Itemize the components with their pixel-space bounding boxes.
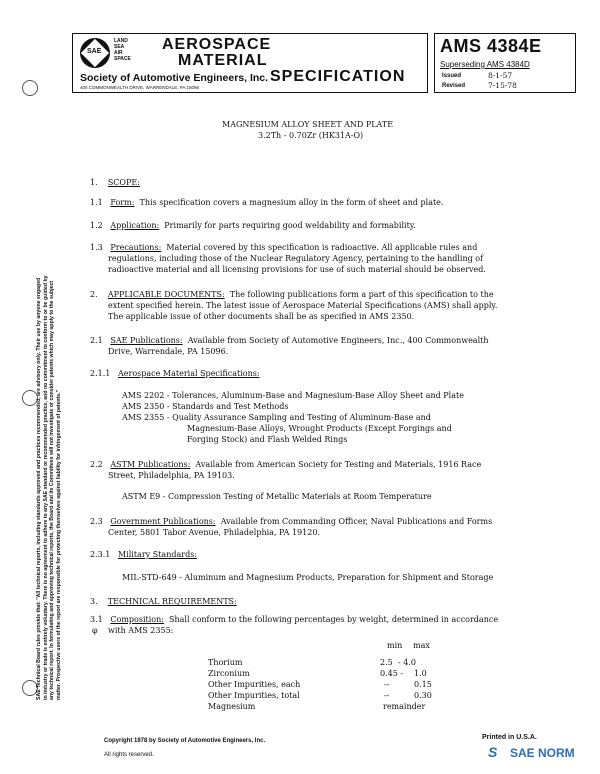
copyright: Copyright 1978 by Society of Automotive Engineers, Inc. [104, 738, 266, 744]
astm-item: ASTM E9 - Compression Testing of Metallic Materials at Room Temperature [122, 492, 432, 501]
side-notice-line: SAE Technical Board rules provide that: "All technical reports, including standards approved and practices recommended, are advisory only. Their use by anyone engaged [36, 277, 42, 700]
doc-subtitle: 3.2Th - 0.70Zr (HK31A-O) [258, 131, 364, 140]
watermark: SAE NORM [510, 746, 575, 760]
table-row: Other Impurities, each [208, 680, 301, 689]
society-name: Society of Automotive Engineers, Inc. [80, 72, 269, 84]
sae-logo-icon [80, 38, 110, 68]
ams-list-item: AMS 2355 - Quality Assurance Sampling and Testing of Aluminum-Base and [122, 413, 431, 422]
rights-reserved: All rights reserved. [104, 752, 154, 758]
side-notice-line: matter. Prospective users of the report are responsible for protecting themselves against liability for infringement of patents." [55, 389, 62, 700]
revision-mark: φ [92, 626, 98, 635]
table-row: Magnesium [208, 702, 256, 711]
table-cell: 1.0 [414, 669, 427, 678]
section-1: 1. SCOPE: [90, 178, 140, 187]
section-1-3: 1.3 Precautions: Material covered by this specification is radioactive. All applicable rules and [90, 243, 478, 252]
ams-list-item: AMS 2202 - Tolerances, Aluminum-Base and Magnesium-Base Alloy Sheet and Plate [122, 391, 464, 400]
section-1-3-line: radioactive material and all licensing provisions for use of such material should be observed. [108, 265, 486, 274]
section-2-1: 2.1 SAE Publications: Available from Society of Automotive Engineers, Inc., 400 Commonwealth [90, 336, 489, 345]
side-notice-line: in industry or trade is entirely voluntary. There is no agreement to adhere to any SAE standard or recommended practice, and no commitment to conform to or be guided by [42, 275, 49, 700]
ams-list-item: AMS 2350 - Standards and Test Methods [122, 402, 289, 411]
title-material: MATERIAL [178, 52, 268, 69]
section-3-1: 3.1 Composition: Shall conform to the following percentages by weight, determined in accordance [90, 615, 499, 624]
col-min-header: min [387, 641, 403, 650]
section-2-3-1: 2.3.1 Military Standards: [90, 550, 197, 559]
punch-hole-top [22, 80, 38, 96]
ams-list-item: Magnesium-Base Alloys, Wrought Products (Except Forgings and [187, 424, 452, 433]
section-2-3: 2.3 Government Publications: Available from Commanding Officer, Naval Publications and Forms [90, 517, 493, 526]
section-2-line: The applicable issue of other documents shall be as specified in AMS 2350. [108, 312, 415, 321]
table-row: Other Impurities, total [208, 691, 300, 700]
table-cell: - 4.0 [398, 658, 416, 667]
section-2-line: extent specified herein. The latest issue of Aerospace Material Specifications (AMS) shall apply. [108, 301, 498, 310]
table-row: Zirconium [208, 669, 250, 678]
side-legal-notice [36, 140, 62, 700]
doc-title: MAGNESIUM ALLOY SHEET AND PLATE [222, 120, 394, 129]
section-1-2: 1.2 Application: Primarily for parts requiring good weldability and formability. [90, 221, 416, 230]
table-cell: remainder [383, 702, 426, 711]
section-2-3-line: Center, 5801 Tabor Avenue, Philadelphia, PA 19120. [108, 528, 320, 537]
table-cell: -- [384, 680, 390, 689]
table-cell: 0.30 [414, 691, 432, 700]
table-cell: 2.5 [380, 658, 393, 667]
section-2-2-line: Street, Philadelphia, PA 19103. [108, 471, 235, 480]
section-3: 3. TECHNICAL REQUIREMENTS: [90, 597, 237, 606]
mil-std-item: MIL-STD-649 - Aluminum and Magnesium Products, Preparation for Shipment and Storage [122, 573, 494, 582]
revised-date: 7-15-78 [488, 81, 517, 90]
logo-text: LAND SEA AIR SPACE [114, 38, 131, 62]
table-cell: -- [384, 691, 390, 700]
title-specification: SPECIFICATION [270, 68, 406, 85]
ams-list-item: Forging Stock) and Flash Welded Rings [187, 435, 348, 444]
table-cell: 0.15 [414, 680, 432, 689]
section-2-1-1: 2.1.1 Aerospace Material Specifications: [90, 369, 260, 378]
section-1-3-line: regulations, including those of the Nuclear Regulatory Agency, pertaining to the handling of [108, 254, 484, 263]
col-max-header: max [413, 641, 430, 650]
section-3-1-line: with AMS 2355: [108, 626, 174, 635]
side-notice-line: any technical report. In formulating and approving technical reports, the Board and its Committees will not investigate or consider patents which may apply to the subject [49, 280, 55, 700]
issued-label: Issued [442, 73, 462, 79]
society-address: 400 COMMONWEALTH DRIVE, WARRENDALE, PA 15096 [80, 85, 199, 90]
section-2-2: 2.2 ASTM Publications: Available from American Society for Testing and Materials, 1916 Race [90, 460, 482, 469]
printed-in: Printed in U.S.A. [482, 734, 537, 741]
section-2: 2. APPLICABLE DOCUMENTS: The following publications form a part of this specification to the [90, 290, 494, 299]
table-cell: 0.45 - [380, 669, 404, 678]
spec-number: AMS 4384E [440, 36, 542, 56]
watermark-logo-icon: S [488, 744, 498, 760]
section-1-1: 1.1 Form: This specification covers a magnesium alloy in the form of sheet and plate. [90, 198, 444, 207]
issued-date: 8-1-57 [488, 71, 513, 80]
table-row: Thorium [208, 658, 243, 667]
revised-label: Revised [442, 83, 466, 89]
logo-emblem: SAE [87, 48, 102, 55]
title-aerospace: AEROSPACE [162, 36, 272, 53]
superseding-note: Superseding AMS 4384D [440, 60, 530, 69]
section-2-1-line: Drive, Warrendale, PA 15096. [108, 347, 229, 356]
